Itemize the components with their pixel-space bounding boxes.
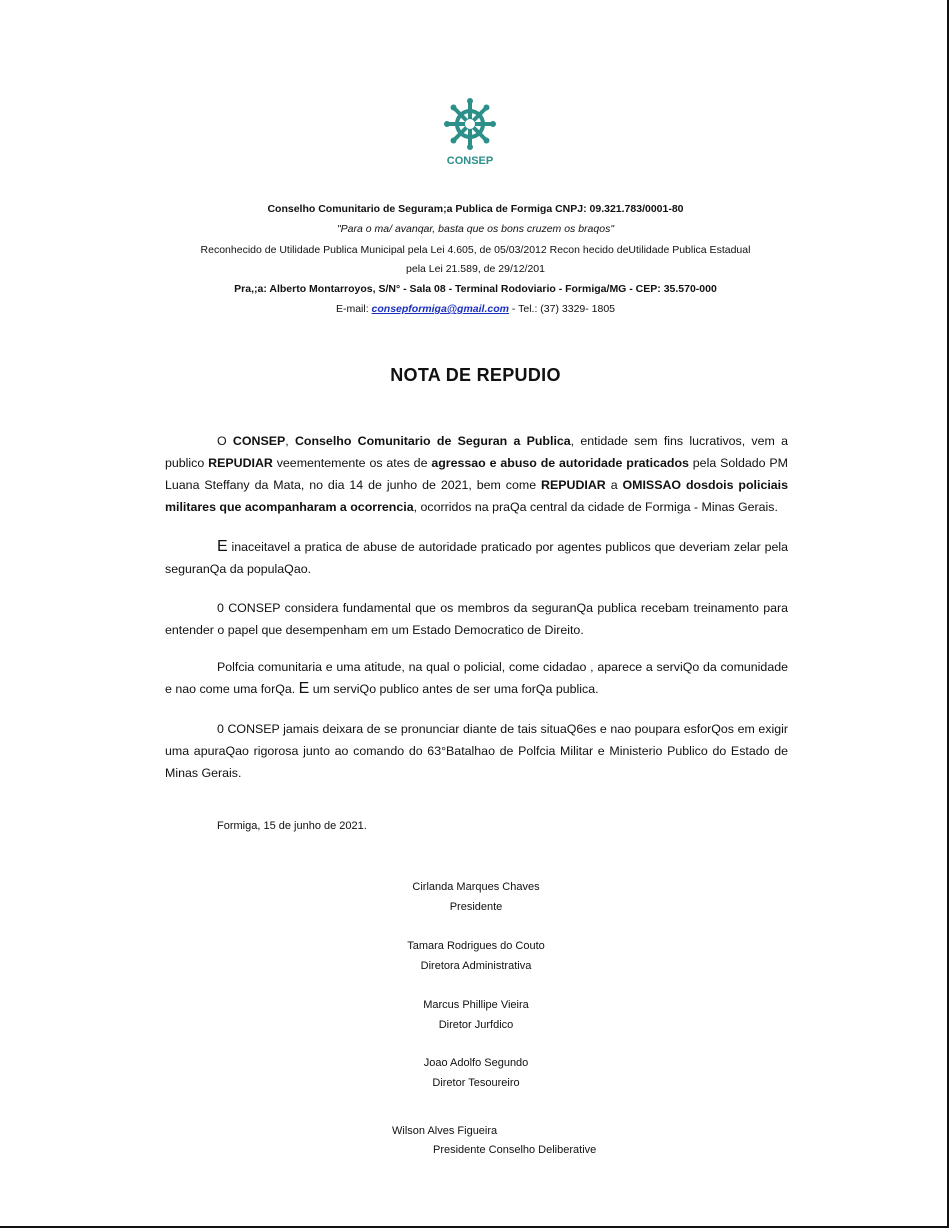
signature-block-3 <box>376 995 576 1035</box>
signatory-name: Marcus Phillipe Vieira <box>423 999 529 1011</box>
signatory-name: Tamara Rodrigues do Couto <box>407 940 545 952</box>
signatory-role: Presidente <box>449 901 503 913</box>
signatory-role: Diretor Tesoureiro <box>432 1077 520 1089</box>
date-line: Formiga, 15 de junho de 2021. <box>217 820 367 832</box>
phone: - Tel.: (37) 3329- 1805 <box>508 303 616 315</box>
signatory-role-5: Presidente Conselho Deliberative <box>433 1144 597 1156</box>
email-label: E-mail: <box>335 303 372 315</box>
recognition-line-1: Reconhecido de Utilidade Publica Municipal pela Lei 4.605, de 05/03/2012 Recon hecido deUtilidade Publica Estadual <box>200 244 751 256</box>
paragraph-1: O CONSEP, Conselho Comunitario de Seguran a Publica, entidade sem fins lucrativos, vem a publico REPUDIAR veementemente os ates de agressao e abuso de autoridade praticados pela Soldado PM Luana Steffany da Mata, no dia 14 de junho de 2021, bem come REPUDIAR a OMISSAO dosdois policiais militares que acompanharam a ocorrencia, ocorridos na praQa central da cidade de Formiga - Minas Gerais. <box>165 434 789 514</box>
document-title: NOTA DE REPUDIO <box>390 365 561 385</box>
consep-logo-icon <box>436 96 504 168</box>
signature-block-2 <box>376 936 576 976</box>
signatory-name: Joao Adolfo Segundo <box>423 1057 529 1069</box>
paragraph-3: 0 CONSEP considera fundamental que os membros da seguranQa publica recebam treinamento para entender o papel que desempenham em um Estado Democratico de Direito. <box>165 601 788 637</box>
signatory-role: Diretora Administrativa <box>420 960 532 972</box>
paragraph-2: E inaceitavel a pratica de abuse de autoridade praticado por agentes publicos que deveriam zelar pela seguranQa da populaQao. <box>165 538 788 576</box>
consep-logo <box>436 96 504 168</box>
paragraph-5: 0 CONSEP jamais deixara de se pronunciar diante de tais situaQ6es e nao poupara esforQos em exigir uma apuraQao rigorosa junto ao comando do 63°Batalhao de Polfcia Militar e Ministerio Publico do Estado de Minas Gerais. <box>165 722 788 780</box>
email-link[interactable]: consepformiga@gmail.com <box>371 303 509 315</box>
contact-line <box>0 302 951 316</box>
signatory-name-5: Wilson Alves Figueira <box>392 1125 498 1137</box>
org-line: Conselho Comunitario de Seguram;a Publica de Formiga CNPJ: 09.321.783/0001-80 <box>267 203 684 215</box>
recognition-line-2: pela Lei 21.589, de 29/12/201 <box>406 263 545 275</box>
signature-block-1 <box>376 877 576 917</box>
paragraph-4: Polfcia comunitaria e uma atitude, na qual o policial, come cidadao , aparece a serviQo da comunidade e nao come uma forQa. E um serviQo publico antes de ser uma forQa publica. <box>165 660 788 697</box>
signature-block-4 <box>376 1053 576 1093</box>
logo-text: CONSEP <box>446 155 494 167</box>
motto: "Para o ma/ avanqar, basta que os bons cruzem os braqos" <box>336 223 615 235</box>
signatory-name: Cirlanda Marques Chaves <box>412 881 540 893</box>
address-line: Pra,;a: Alberto Montarroyos, S/N° - Sala 08 - Terminal Rodoviario - Formiga/MG - CEP: 35.570-000 <box>234 283 717 295</box>
signatory-role: Diretor Jurfdico <box>438 1019 514 1031</box>
